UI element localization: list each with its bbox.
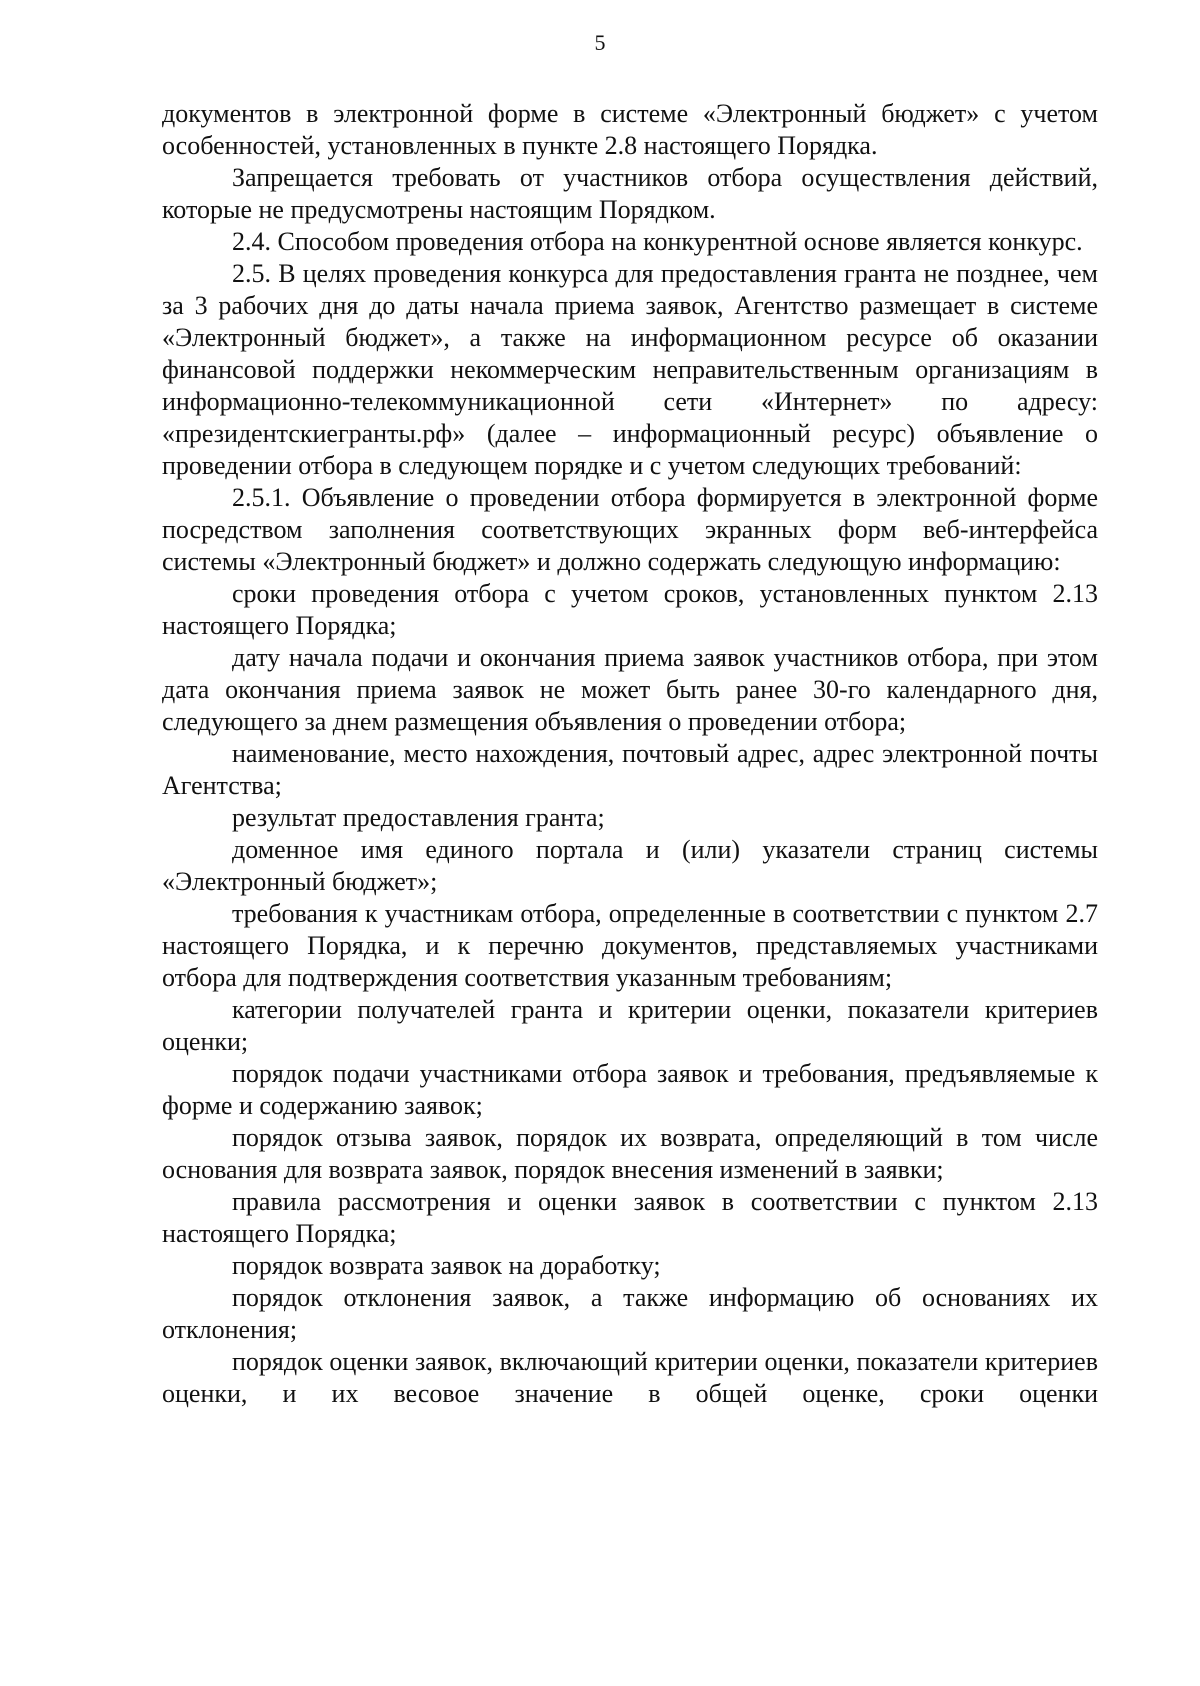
list-item-domain-name: доменное имя единого портала и (или) указатели страниц системы «Электронный бюджет»; [162,835,1098,896]
document-body [162,98,1098,1410]
list-item-rejection-procedure: порядок отклонения заявок, а также информацию об основаниях их отклонения; [162,1283,1098,1344]
list-item-submission-procedure: порядок подачи участниками отбора заявок и требования, предъявляемые к форме и содержанию заявок; [162,1059,1098,1120]
list-item-selection-terms: сроки проведения отбора с учетом сроков, установленных пунктом 2.13 настоящего Порядка; [162,579,1098,640]
page-number: 5 [594,30,606,55]
paragraph-2-4: 2.4. Способом проведения отбора на конкурентной основе является конкурс. [232,227,1083,256]
paragraph-2-5: 2.5. В целях проведения конкурса для предоставления гранта не позднее, чем за 3 рабочих дня до даты начала приема заявок, Агентство размещает в системе «Электронный бюджет», а также на информационном ресурсе об оказании финансовой поддержки некоммерческим неправительственным организациям в информационно-телекоммуникационной сети «Интернет» по адресу: «президентскиегранты.рф» (далее – информационный ресурс) объявление о проведении отбора в следующем порядке и с учетом следующих требований: [162,259,1098,480]
paragraph-2-5-1: 2.5.1. Объявление о проведении отбора формируется в электронной форме посредством заполнения соответствующих экранных форм веб-интерфейса системы «Электронный бюджет» и должно содержать следующую информацию: [162,483,1098,576]
list-item-evaluation-procedure: порядок оценки заявок, включающий критерии оценки, показатели критериев оценки, и их весовое значение в общей оценке, сроки оценки [162,1347,1098,1408]
paragraph-continuation: документов в электронной форме в системе «Электронный бюджет» с учетом особенностей, установленных в пункте 2.8 настоящего Порядка. [162,99,1098,160]
list-item-review-rules: правила рассмотрения и оценки заявок в соответствии с пунктом 2.13 настоящего Порядка; [162,1187,1098,1248]
list-item-return-for-revision: порядок возврата заявок на доработку; [232,1251,661,1280]
list-item-application-dates: дату начала подачи и окончания приема заявок участников отбора, при этом дата окончания приема заявок не может быть ранее 30-го календарного дня, следующего за днем размещения объявления о проведении отбора; [162,643,1098,736]
list-item-agency-details: наименование, место нахождения, почтовый адрес, адрес электронной почты Агентства; [162,739,1098,800]
list-item-withdrawal-procedure: порядок отзыва заявок, порядок их возврата, определяющий в том числе основания для возврата заявок, порядок внесения изменений в заявки; [162,1123,1098,1184]
list-item-participant-requirements: требования к участникам отбора, определенные в соответствии с пунктом 2.7 настоящего Порядка, и к перечню документов, представляемых участниками отбора для подтверждения соответствия указанным требованиям; [162,899,1098,992]
list-item-recipient-categories: категории получателей гранта и критерии оценки, показатели критериев оценки; [162,995,1098,1056]
list-item-grant-result: результат предоставления гранта; [232,803,605,832]
paragraph-prohibition: Запрещается требовать от участников отбора осуществления действий, которые не предусмотрены настоящим Порядком. [162,163,1098,224]
